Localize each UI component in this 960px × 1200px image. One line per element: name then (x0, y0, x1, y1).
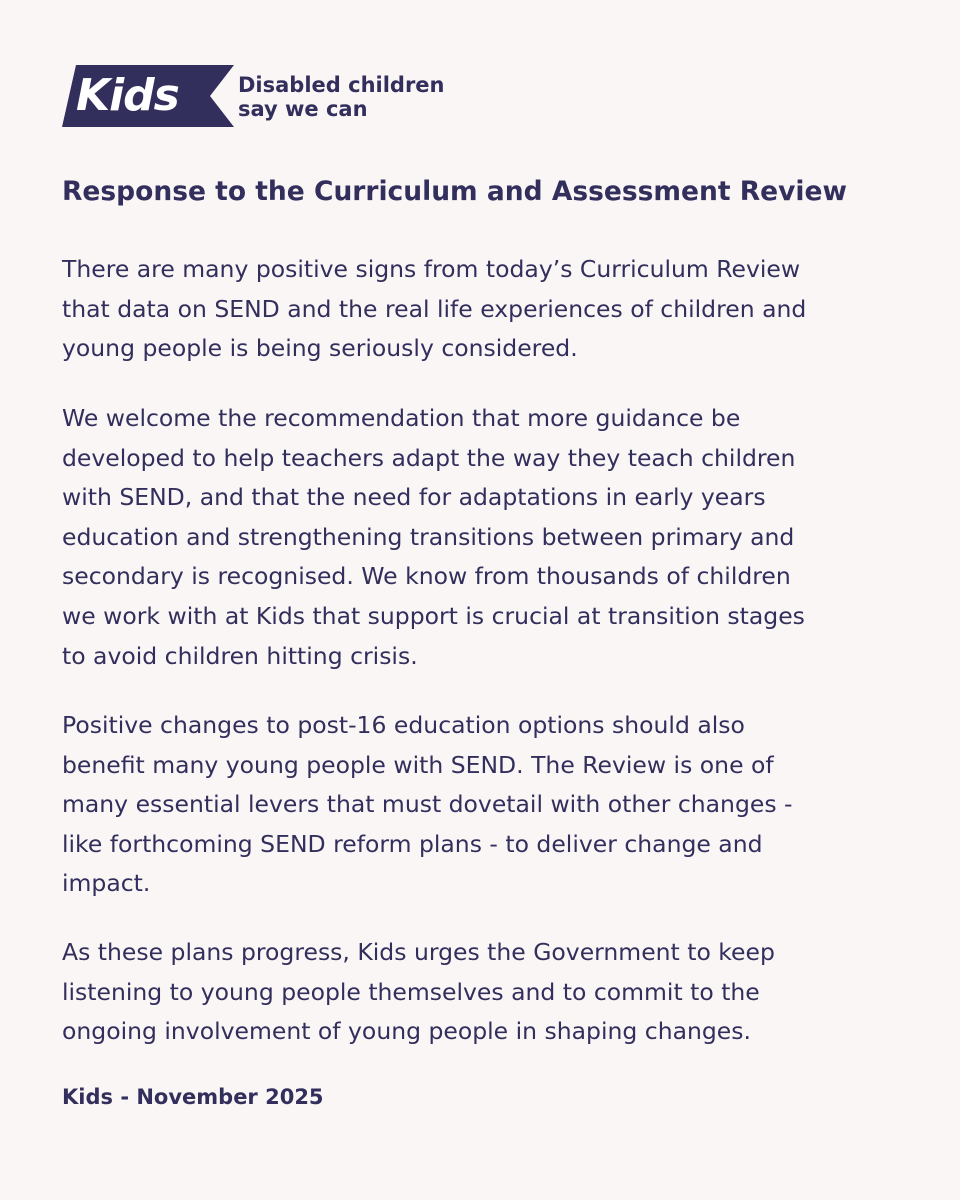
logo-tagline-line1: Disabled children (238, 73, 445, 97)
kids-logo (62, 65, 482, 127)
paragraph-line: listening to young people themselves and to commit to the (62, 977, 760, 1006)
paragraph-4 (62, 933, 775, 1052)
paragraph-line: We welcome the recommendation that more guidance be (62, 404, 741, 432)
paragraph-line: that data on SEND and the real life experiences of children and (62, 294, 807, 323)
paragraph-line: we work with at Kids that support is crucial at transition stages (62, 601, 805, 630)
logo-tagline-line2: say we can (238, 97, 368, 121)
paragraph-line: many essential levers that must dovetail with other changes - (62, 790, 793, 819)
paragraph-line: Positive changes to post-16 education options should also (62, 711, 745, 739)
paragraph-line: with SEND, and that the need for adaptations in early years (62, 483, 766, 512)
paragraph-3 (62, 706, 793, 904)
paragraph-line: secondary is recognised. We know from thousands of children (62, 562, 791, 591)
paragraph-line: to avoid children hitting crisis. (62, 641, 418, 670)
paragraph-line: like forthcoming SEND reform plans - to deliver change and (62, 829, 763, 858)
paragraph-line: developed to help teachers adapt the way they teach children (62, 443, 796, 472)
paragraph-line: benefit many young people with SEND. The Review is one of (62, 750, 774, 779)
paragraph-1 (62, 250, 806, 369)
paragraph-line: education and strengthening transitions between primary and (62, 522, 795, 551)
paragraph-line: ongoing involvement of young people in shaping changes. (62, 1017, 751, 1046)
signoff: Kids - November 2025 (62, 1085, 324, 1109)
paragraph-line: young people is being seriously considered. (62, 334, 578, 363)
page-title: Response to the Curriculum and Assessment Review (62, 176, 847, 207)
paragraph-line: impact. (62, 869, 151, 898)
logo-tagline (238, 73, 445, 121)
paragraph-line: As these plans progress, Kids urges the Government to keep (62, 938, 775, 966)
logo-badge (62, 65, 234, 127)
paragraph-line: There are many positive signs from today’s Curriculum Review (62, 255, 801, 283)
paragraph-2 (62, 399, 805, 676)
logo-wordmark: Kids (76, 70, 179, 121)
